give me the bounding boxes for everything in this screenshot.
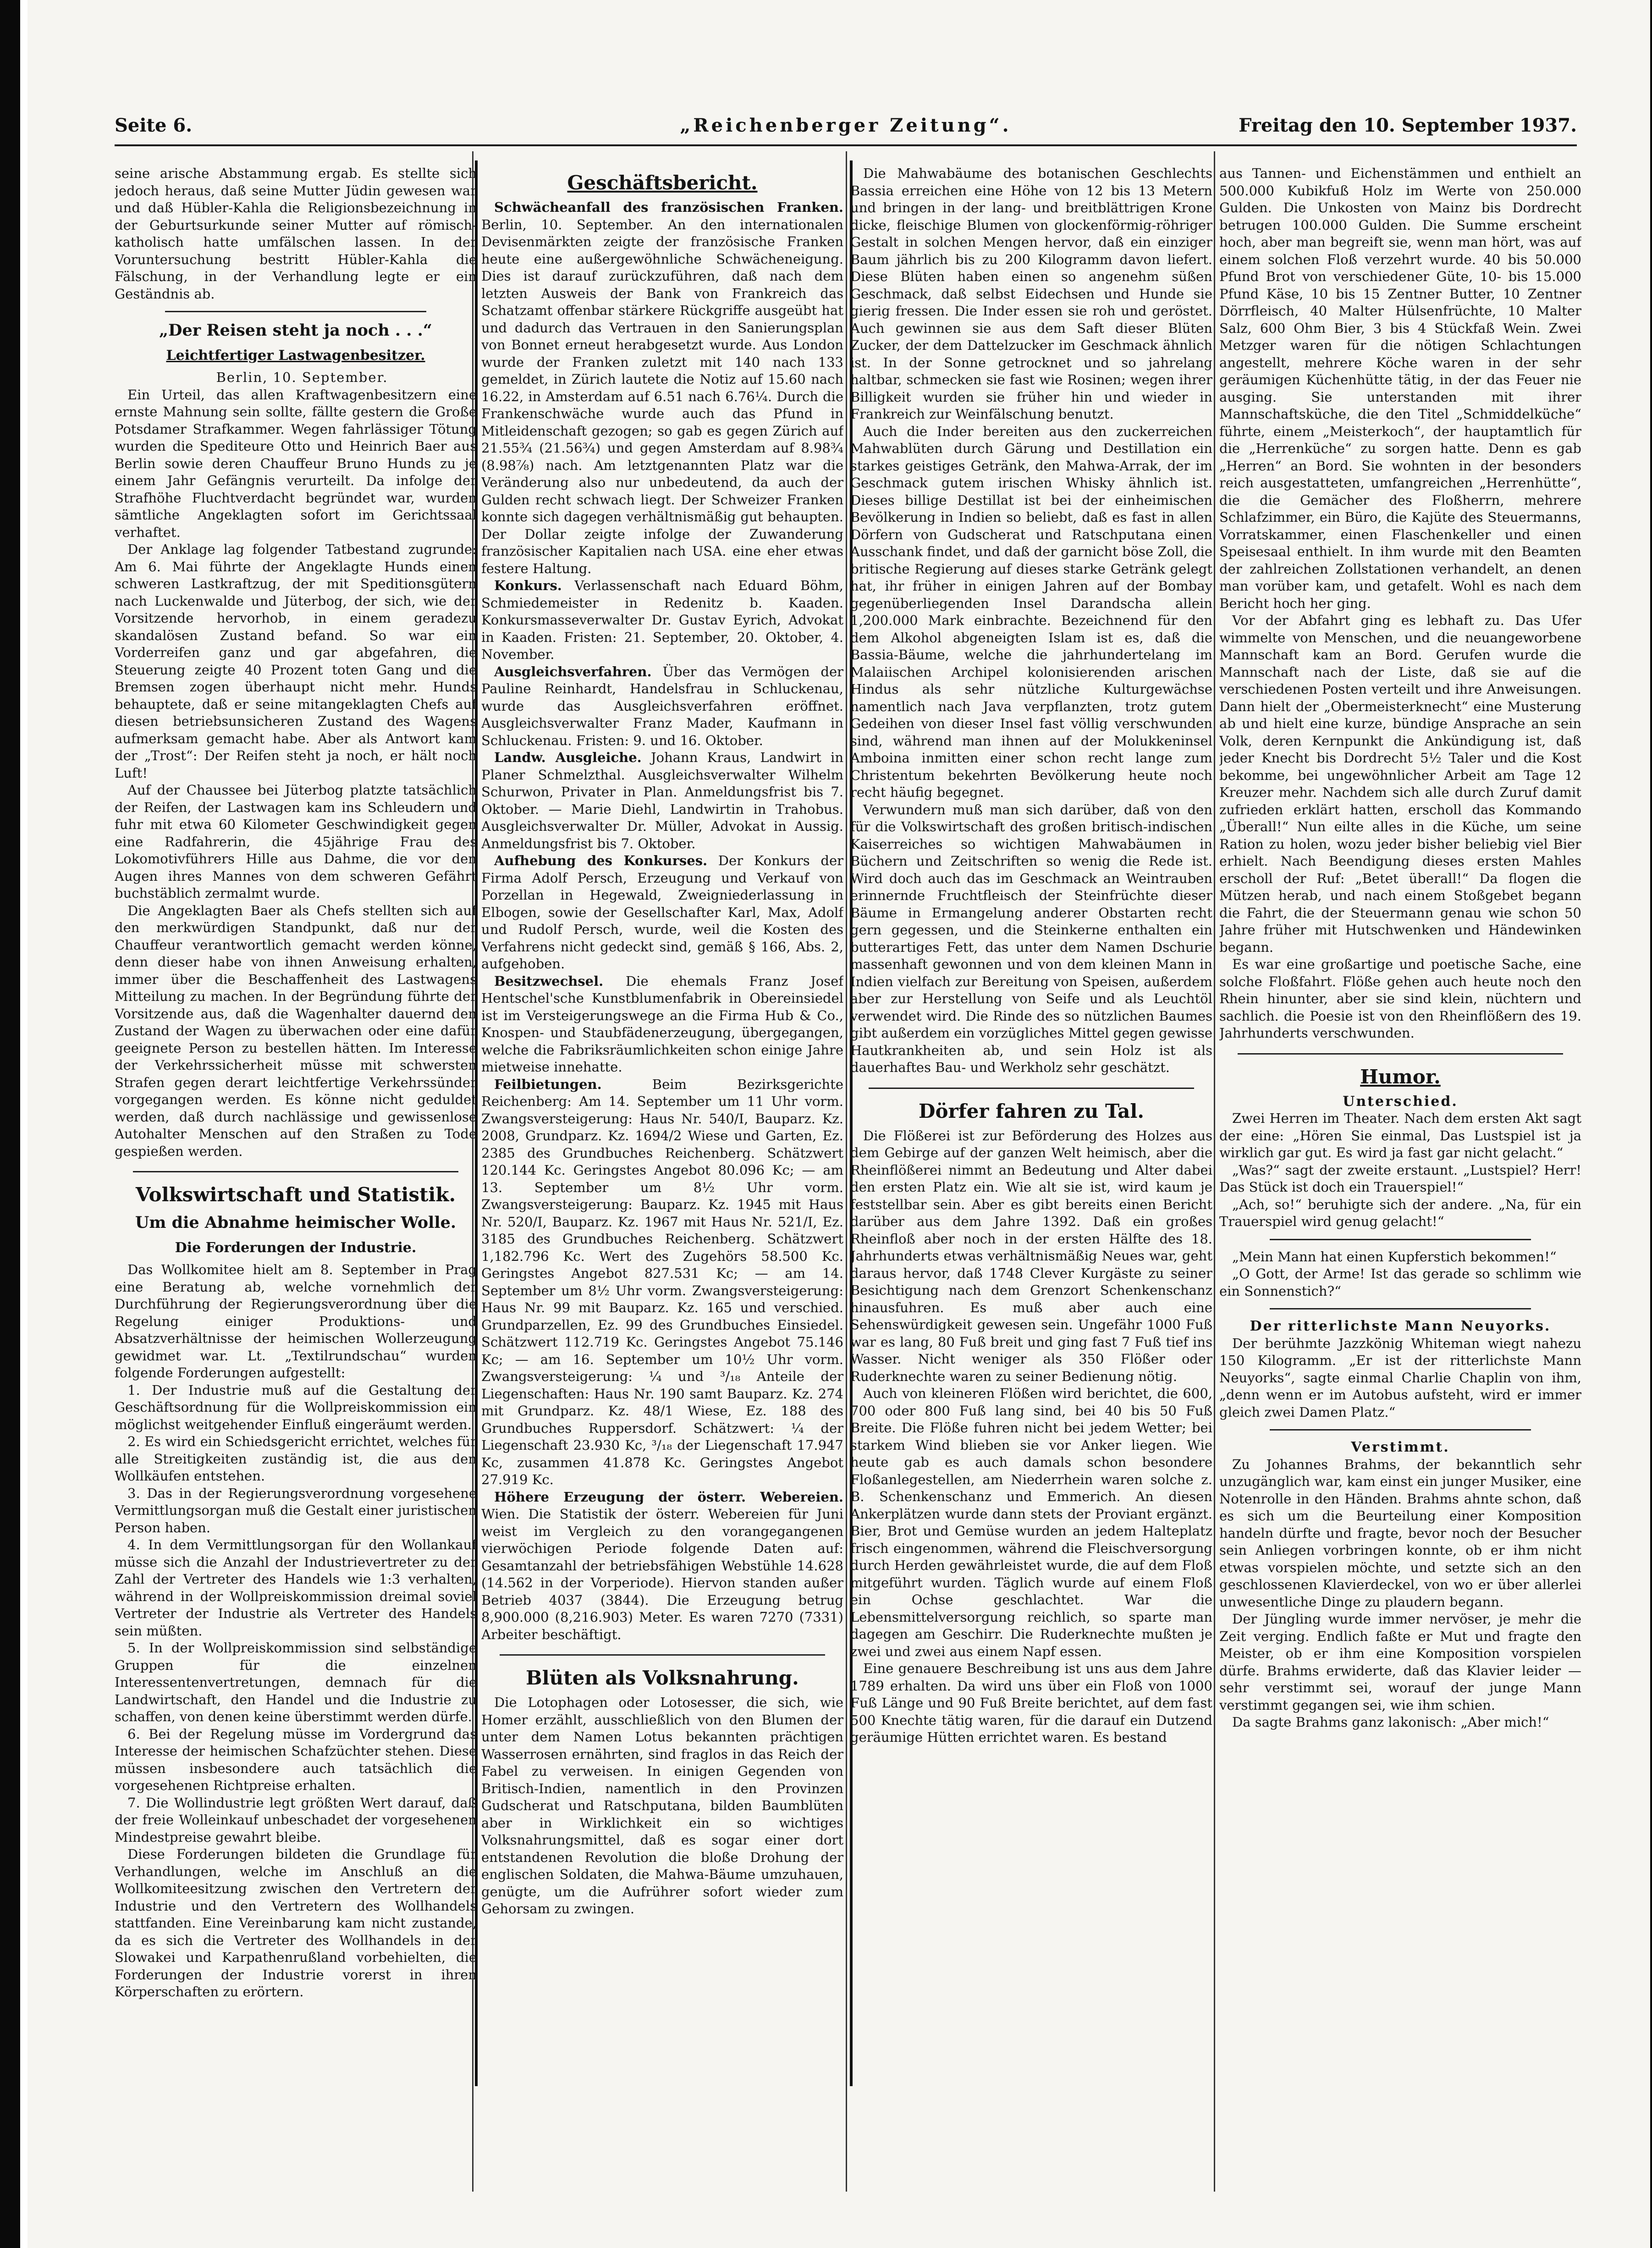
newspaper-title: „Reichenberger Zeitung“. bbox=[680, 115, 1012, 136]
item-heading: Aufhebung des Konkurses. bbox=[494, 853, 708, 868]
paragraph: Zwei Herren im Theater. Nach dem ersten Akt sagt der eine: „Hören Sie einmal, Das Lustspiel ist ja wirklich gar gut. Es wird ja fast gar nicht gelacht.“ bbox=[1219, 1110, 1581, 1160]
item-heading: Höhere Erzeugung der österr. Webereien. bbox=[494, 1489, 843, 1505]
section-title: Humor. bbox=[1360, 1065, 1441, 1088]
paragraph: Da sagte Brahms ganz lakonisch: „Aber mich!“ bbox=[1232, 1714, 1549, 1730]
separator bbox=[165, 311, 426, 312]
paragraph: 2. Es wird ein Schiedsgericht errichtet, welches für alle Streitigkeiten zuständig ist, die aus den Wollkäufen entstehen. bbox=[115, 1434, 477, 1484]
paragraph: Eine genauere Beschreibung ist uns aus dem Jahre 1789 erhalten. Da wird uns über ein Floß von 1000 Fuß Länge und 90 Fuß Breite berichtet, auf dem fast 500 Knechte tätig waren, für die darauf ein Dutzend geräumige Hütten errichtet waren. Es bestand bbox=[850, 1661, 1212, 1745]
joke-title: Verstimmt. bbox=[1351, 1439, 1450, 1455]
item-text: Verlassenschaft nach Eduard Böhm, Schmiedemeister in Redenitz b. Kaaden. Konkursmasseverwalter Dr. Gustav Eyrich, Advokat in Kaaden. Fristen: 21. September, 20. Oktober, 4. November. bbox=[481, 578, 843, 662]
item-text: Berlin, 10. September. An den internationalen Devisenmärkten zeigte der französische Franken heute eine außergewöhnliche Schwächeneigung. Dies ist darauf zurückzuführen, daß nach dem letzten Ausweis der Bank von Frankreich das Schatzamt offenbar stärkere Rückgriffe ausgeübt hat und dadurch das Vertrauen in den Sanierungsplan von Bonnet erneut herabgesetzt wurde. Aus London wurde der Franken zuletzt mit 140 nach 133 gemeldet, in Zürich lautete die Notiz auf 15.60 nach 16.22, in Amsterdam auf 6.51 nach 6.76¼. Durch die Frankenschwäche wurde auch das Pfund in Mitleidenschaft gezogen; so gab es gegen Zürich auf 21.55¾ (21.56¾) und gegen Amsterdam auf 8.98¾ (8.98⅞) nach. Am letztgenannten Platz war die Veränderung also nur unbedeutend, da auch der Gulden recht schwach liegt. Der Schweizer Franken konnte sich dagegen verhältnismäßig gut behaupten. Der Dollar zeigte infolge der Zuwanderung französischer Kapitalien nach USA. eine eher etwas festere Haltung. bbox=[481, 216, 843, 576]
header-rule bbox=[115, 144, 1577, 146]
paragraph: seine arische Abstammung ergab. Es stellte sich jedoch heraus, daß seine Mutter Jüdin gewesen war und daß Hübler-Kahla die Religionsbezeichnung in der Geburtsurkunde seiner Mutter auf römisch-katholisch hatte umfälschen lassen. In der Voruntersuchung bestritt Hübler-Kahla die Fälschung, in der Verhandlung legte er ein Geständnis ab. bbox=[115, 166, 477, 302]
article-title: „Der Reisen steht ja noch . . .“ bbox=[159, 321, 432, 340]
column-divider-3 bbox=[1214, 151, 1215, 2192]
paragraph: Es war eine großartige und poetische Sache, eine solche Floßfahrt. Flöße gehen auch heute noch den Rhein hinunter, aber sie sind klein, nüchtern und sachlich. die Poesie ist von den Rheinflößern des 19. Jahrhunderts verschwunden. bbox=[1219, 956, 1581, 1041]
joke-title: Der ritterlichste Mann Neuyorks. bbox=[1250, 1318, 1551, 1334]
article-subtitle: Leichtfertiger Lastwagenbesitzer. bbox=[166, 348, 425, 364]
paragraph: Vor der Abfahrt ging es lebhaft zu. Das Ufer wimmelte von Menschen, und die neuangeworbene Mannschaft kam an Bord. Gerufen wurde die Mannschaft nach der Liste, daß sie auf die verschiedenen Posten verteilt und ihre Anweisungen. Dann hielt der „Obermeisterknecht“ eine Musterung ab und hielt eine kurze, bündige Ansprache an sein Volk, deren Kernpunkt die Ankündigung ist, daß jeder Knecht bis Dordrecht 5½ Taler und die Kost bekomme, bei ungewöhnlicher Arbeit am Tage 12 Kreuzer mehr. Nachdem sich alle durch Zuruf damit zufrieden erklärt hatten, erscholl das Kommando „Überall!“ Nun eilte alles in die Küche, um seine Ration zu holen, wozu jeder bisher beliebig viel Bier erhielt. Nach Beendigung dieses ersten Mahles erscholl der Ruf: „Betet überall!“ Da flogen die Mützen herab, und nach einem Stoßgebet begann die Fahrt, die der Steuermann genau wie schon 50 Jahre früher mit Hutschwenken und Händewinken begann. bbox=[1219, 613, 1581, 955]
paragraph: 3. Das in der Regierungsverordnung vorgesehene Vermittlungsorgan muß die Gestalt einer juristischen Person haben. bbox=[115, 1485, 477, 1535]
paragraph: 6. Bei der Regelung müsse im Vordergrund das Interesse der heimischen Schafzüchter stehen. Diese müssen insbesondere auch tatsächlich die vorgesehenen Richtpreise erhalten. bbox=[115, 1726, 477, 1793]
page-number: Seite 6. bbox=[115, 115, 193, 136]
paragraph: Auch die Inder bereiten aus den zuckerreichen Mahwablüten durch Gärung und Destillation ein starkes geistiges Getränk, den Mahwa-Arrak, der im Geschmack gutem irischen Whisky ähnlich ist. Dieses billige Destillat ist bei der einheimischen Bevölkerung in Indien so beliebt, daß es fast in allen Dörfern von Gudscherat und Ratschputana einen Ausschank findet, und daß der garnicht böse Zoll, die britische Regierung auf dieses starke Getränk gelegt hat, ihr früher in einigen Jahren auf der Bombay gegenüberliegenden Insel Darandscha allein 1,200.000 Mark einbrachte. Bezeichnend für den dem Alkohol abgeneigten Islam ist es, daß die Bassia-Bäume, welche die jahrhundertelang im Malaiischen Archipel kolonisierenden arischen Hindus als sehr nützliche Kulturgewächse namentlich nach Java verpflanzten, trotz gutem Gedeihen von dieser Insel fast völlig verschwunden sind, während man ihnen auf der Molukkeninsel Amboina inmitten einer schon recht lange zum Christentum bekehrten Bevölkerung heute noch recht häufig begegnet. bbox=[850, 423, 1212, 800]
joke-title: Unterschied. bbox=[1343, 1093, 1458, 1110]
paragraph: Die Angeklagten Baer als Chefs stellten sich auf den merkwürdigen Standpunkt, daß nur der Chauffeur verantwortlich gemacht werden könne, denn dieser habe von ihnen Anweisung erhalten, immer über die Beschaffenheit des Lastwagens Mitteilung zu machen. In der Begründung führte der Vorsitzende aus, daß die Wagenhalter dauernd den Zustand der Wagen zu überwachen oder eine dafür geeignete Person zu bestellen hätten. Im Interesse der Verkehrssicherheit müsse mit schwersten Strafen gegen derart leichtfertige Verkehrssünder vorgegangen werden. Es könne nicht geduldet werden, daß durch nachlässige und gewissenlose Autohalter Menschen auf den Straßen zu Tode gespießen werden. bbox=[115, 902, 477, 1159]
separator bbox=[133, 1171, 458, 1172]
article-title: Blüten als Volksnahrung. bbox=[526, 1667, 799, 1689]
paragraph: Diese Forderungen bildeten die Grundlage für Verhandlungen, welche im Anschluß an die Wollkomiteesitzung zwischen den Vertretern der Industrie und den Vertretern des Wollhandels stattfanden. Eine Vereinbarung kam nicht zustande, da es sich die Vertreter des Wollhandels in der Slowakei und Karpathenrußland vorbehielten, die Forderungen der Industrie vorerst in ihren Körperschaften zu erörtern. bbox=[115, 1846, 477, 1999]
paragraph: Ein Urteil, das allen Kraftwagenbesitzern eine ernste Mahnung sein sollte, fällte gestern die Große Potsdamer Strafkammer. Wegen fahrlässiger Tötung wurden die Spediteure Otto und Heinrich Baer aus Berlin sowie deren Chauffeur Bruno Hunds zu je einem Jahr Gefängnis verurteilt. Da infolge der Strafhöhe Fluchtverdacht begründet war, wurden sämtliche Angeklagten sofort im Gerichtssaal verhaftet. bbox=[115, 387, 477, 540]
separator bbox=[1270, 1429, 1531, 1431]
paragraph: Die Flößerei ist zur Beförderung des Holzes aus dem Gebirge auf der ganzen Welt heimisch, aber die Rheinflößerei nimmt an Bedeutung und Alter dabei den ersten Platz ein. Wie alt sie ist, wird kaum je feststellbar sein. Aber es gibt bereits einen Bericht darüber aus dem Jahre 1392. Daß ein großes Rheinfloß aber noch in der ersten Hälfte des 18. Jahrhunderts etwas verhältnismäßig Neues war, geht daraus hervor, daß 1748 Clever Kurgäste zu seiner Besichtigung nach dem Grenzort Schenkenschanz hinausfuhren. Es muß aber auch eine Sehenswürdigkeit gewesen sein. Ungefähr 1000 Fuß war es lang, 80 Fuß breit und ging fast 7 Fuß tief ins Wasser. Nicht weniger als 350 Flößer oder Ruderknechte waren zu seiner Bedienung nötig. bbox=[850, 1127, 1212, 1384]
paragraph: Der Jüngling wurde immer nervöser, je mehr die Zeit verging. Endlich faßte er Mut und fragte den Meister, ob er ihm eine Komposition vorspielen dürfe. Brahms erwiderte, daß das Klavier leider — sehr verstimmt sei, worauf der junge Mann verstimmt gegangen sei, wie ihm schien. bbox=[1219, 1611, 1581, 1713]
article-subtitle: Die Forderungen der Industrie. bbox=[175, 1240, 417, 1256]
paragraph: 7. Die Wollindustrie legt größten Wert darauf, daß der freie Wolleinkauf unbeschadet der vorgesehenen Mindestpreise gewahrt bleibe. bbox=[115, 1795, 477, 1845]
article-title: Um die Abnahme heimischer Wolle. bbox=[135, 1213, 457, 1232]
dateline: Berlin, 10. September. bbox=[216, 370, 388, 385]
item-text: Wien. Die Statistik der österr. Webereien für Juni weist im Vergleich zu den vorangegangenen vierwöchigen Periode folgende Daten auf: Gesamtanzahl der betriebsfähigen Webstühle 14.628 (14.562 in der Vorperiode). Hiervon standen außer Betrieb 4037 (3844). Die Erzeugung betrug 8,900.000 (8,216.903) Meter. Es waren 7270 (7331) Arbeiter beschäftigt. bbox=[481, 1506, 843, 1642]
paragraph: Zu Johannes Brahms, der bekanntlich sehr unzugänglich war, kam einst ein junger Musiker, eine Notenrolle in den Händen. Brahms ahnte schon, daß es sich um die Beurteilung einer Komposition handeln dürfte und fragte, bevor noch der Besucher sein Anliegen vorbringen konnte, ob er ihm nicht etwas vorspielen möchte, und setzte sich an den geschlossenen Klavierdeckel, von wo er über allerlei unwesentliche Dinge zu plaudern begann. bbox=[1219, 1456, 1581, 1610]
item-heading: Besitzwechsel. bbox=[494, 973, 604, 989]
item-heading: Landw. Ausgleiche. bbox=[494, 750, 642, 765]
paragraph: 4. In dem Vermittlungsorgan für den Wollankauf müsse sich die Anzahl der Industrievertreter zu der Zahl der Vertreter des Handels wie 1:3 verhalten, während in der Wollpreiskommission dreimal soviel Vertreter der Industrie als Vertreter des Handels sein müßten. bbox=[115, 1537, 477, 1639]
paragraph: Auch von kleineren Flößen wird berichtet, die 600, 700 oder 800 Fuß lang sind, bei 40 bis 50 Fuß Breite. Die Flöße fuhren nicht bei jedem Wetter; bei starkem Wind blieben sie vor Anker liegen. Wie heute gab es auch damals schon besondere Floßanlegestellen, am Niederrhein waren solche z. B. Schenkenschanz und Emmerich. An diesen Ankerplätzen wurde dann stets der Proviant ergänzt. Bier, Brot und Gemüse wurden an jedem Halteplatz frisch eingenommen, während die Fleischversorgung durch Herden gewährleistet wurde, die auf dem Floß mitgeführt wurden. Täglich wurde auf einem Floß ein Ochse geschlachtet. War die Lebensmittelversorgung reichlich, so sparte man dagegen am Geschirr. Die Ruderknechte mußten je zwei und zwei aus einem Napf essen. bbox=[850, 1386, 1212, 1659]
item-text: Die ehemals Franz Josef Hentschel'sche Kunstblumenfabrik in Obereinsiedel ist im Versteigerungswege an die Firma Hub & Co., Knospen- und Staubfädenerzeugung, übergegangen, welche die Fabriksräumlichkeiten schon einige Jahre mietweise innehatte. bbox=[481, 973, 843, 1075]
page-header bbox=[115, 115, 1577, 142]
paragraph: „O Gott, der Arme! Ist das gerade so schlimm wie ein Sonnenstich?“ bbox=[1219, 1266, 1581, 1299]
item-text: Über das Vermögen der Pauline Reinhardt, Handelsfrau in Schluckenau, wurde das Ausgleichsverfahren eröffnet. Ausgleichsverwalter Franz Mader, Kaufmann in Schluckenau. Fristen: 9. und 16. Oktober. bbox=[481, 663, 843, 748]
item-heading: Ausgleichsverfahren. bbox=[494, 663, 652, 679]
separator bbox=[1270, 1308, 1531, 1309]
paragraph: Das Wollkomitee hielt am 8. September in Prag eine Beratung ab, welche vornehmlich der Durchführung der Regierungsverordnung über die Regelung einiger Produktions- und Absatzverhältnisse der heimischen Wollerzeugung gewidmet war. Lt. „Textilrundschau“ wurden folgende Forderungen aufgestellt: bbox=[115, 1262, 477, 1381]
paragraph: Die Mahwabäume des botanischen Geschlechts Bassia erreichen eine Höhe von 12 bis 13 Metern und bringen in der lang- und breitblättrigen Krone dicke, fleischige Blumen von glockenförmig-röhriger Gestalt in solchen Mengen hervor, daß ein einziger Baum jährlich bis zu 200 Kilogramm davon liefert. Diese Blüten haben einen so angenehm süßen Geschmack, daß selbst Eidechsen und Hunde sie gierig fressen. Die Inder essen sie roh und geröstet. Auch gewinnen sie aus dem Saft dieser Blüten Zucker, der dem Dattelzucker im Geschmack ähnlich ist. In der Sonne getrocknet und so jahrelang haltbar, schmecken sie fast wie Rosinen; wegen ihrer Billigkeit wurden sie früher hin und wieder in Frankreich zur Weinfälschung benutzt. bbox=[850, 166, 1212, 422]
item-heading: Feilbietungen. bbox=[494, 1076, 602, 1092]
paragraph: „Ach, so!“ beruhigte sich der andere. „Na, für ein Trauerspiel wird genug gelacht!“ bbox=[1219, 1196, 1581, 1229]
column-3 bbox=[850, 165, 1212, 2196]
paragraph: Der berühmte Jazzkönig Whiteman wiegt nahezu 150 Kilogramm. „Er ist der ritterlichste Mann Neuyorks“, sagte einmal Charlie Chaplin von ihm, „denn wenn er im Autobus aufsteht, wird er immer gleich zwei Damen Platz.“ bbox=[1219, 1335, 1581, 1420]
article-title: Dörfer fahren zu Tal. bbox=[919, 1099, 1144, 1122]
item-heading: Konkurs. bbox=[494, 578, 562, 593]
paragraph: 5. In der Wollpreiskommission sind selbständige Gruppen für die einzelnen Interessentenvertretungen, demnach für die Landwirtschaft, den Handel und die Industrie zu schaffen, von denen keine überstimmt werden dürfe. bbox=[115, 1640, 477, 1724]
paragraph: aus Tannen- und Eichenstämmen und enthielt an 500.000 Kubikfuß Holz im Werte von 250.000 Gulden. Die Unkosten von Mainz bis Dordrecht betrugen 100.000 Gulden. Die Summe erscheint hoch, aber man begreift sie, wenn man hört, was auf einem solchen Floß verzehrt wurde. 40 bis 50.000 Pfund Brot von verschiedener Güte, 10- bis 15.000 Pfund Käse, 10 bis 15 Zentner Butter, 10 Zentner Dörrfleisch, 40 Malter Hülsenfrüchte, 10 Malter Salz, 600 Ohm Bier, 3 bis 4 Stückfaß Wein. Zwei Metzger waren für die nötigen Schlachtungen angestellt, mehrere Köche waren in der sehr geräumigen Küchenhütte tätig, in der das Feuer nie ausging. Sie unterstanden mit ihrer Mannschaftsküche, die den Titel „Schmiddelküche“ führte, einem „Meisterkoch“, der hauptamtlich für die „Herrenküche“ zu sorgen hatte. Denn es gab „Herren“ an Bord. Sie wohnten in der besonders reich ausgestatteten, umfangreichen „Herrenhütte“, die die Gemächer des Floßherrn, mehrere Schlafzimmer, ein Büro, die Kajüte des Steuermanns, Vorratskammer, einen Flaschenkeller und einen Speisesaal enthielt. In ihm wurde mit den Beamten der zahlreichen Zollstationen verhandelt, an denen man vorüber kam, und getafelt. Wohl es nach dem Bericht hoch her ging. bbox=[1219, 166, 1581, 611]
separator bbox=[500, 1654, 825, 1656]
separator bbox=[869, 1088, 1194, 1089]
separator bbox=[1238, 1053, 1563, 1055]
item-text: Johann Kraus, Landwirt in Planer Schmelzthal. Ausgleichsverwalter Wilhelm Schurwon, Privater in Plan. Anmeldungsfrist bis 7. Oktober. — Marie Diehl, Landwirtin in Trahobus. Ausgleichsverwalter Dr. Müller, Advokat in Aussig. Anmeldungsfrist bis 7. Oktober. bbox=[481, 750, 843, 851]
paragraph: 1. Der Industrie muß auf die Gestaltung der Geschäftsordnung für die Wollpreiskommission ein möglichst weitgehender Einfluß eingeräumt werden. bbox=[115, 1382, 477, 1432]
section-title: Volkswirtschaft und Statistik. bbox=[135, 1183, 456, 1206]
column-4 bbox=[1219, 165, 1581, 2196]
paragraph: Die Lotophagen oder Lotosesser, die sich, wie Homer erzählt, ausschließlich von den Blumen der unter dem Namen Lotus bekannten prächtigen Wasserrosen ernährten, sind fraglos in das Reich der Fabel zu verweisen. In einigen Gegenden von Britisch-Indien, namentlich in den Provinzen Gudscherat und Ratschputana, bilden Baumblüten aber in Wirklichkeit ein so wichtiges Volksnahrungsmittel, daß es sogar einer dort entstandenen Revolution die bloße Drohung der englischen Soldaten, die Mahwa-Bäume umzuhauen, genügte, um die Aufrührer sofort wieder zum Gehorsam zu zwingen. bbox=[481, 1695, 843, 1917]
section-title: Geschäftsbericht. bbox=[567, 171, 758, 194]
paragraph: „Was?“ sagt der zweite erstaunt. „Lustspiel? Herr! Das Stück ist doch ein Trauerspiel!“ bbox=[1219, 1162, 1581, 1195]
paragraph: Verwundern muß man sich darüber, daß von den für die Volkswirtschaft des großen britisch-indischen Kaiserreiches so wichtigen Mahwabäumen in Büchern und Zeitschriften so wenig die Rede ist. Wird doch auch das im Geschmack an Weintrauben erinnernde Fruchtfleisch der Steinfrüchte dieser Bäume in Ermangelung anderer Obstarten recht gern gegessen, und die Steinkerne enthalten ein butterartiges Fett, das unter dem Namen Dschurie massenhaft gewonnen und von dem kleinen Mann in Indien vielfach zur Bereitung von Speisen, außerdem aber zur Herstellung von Seife und als Leuchtöl verwendet wird. Die Rinde des so nützlichen Baumes gibt außerdem ein vorzügliches Mittel gegen gewisse Hautkrankheiten ab, und sein Holz ist als dauerhaftes Bau- und Werkholz sehr geschätzt. bbox=[850, 801, 1212, 1075]
paragraph: Auf der Chaussee bei Jüterbog platzte tatsächlich der Reifen, der Lastwagen kam ins Schleudern und fuhr mit etwa 60 Kilometer Geschwindigkeit gegen eine Radfahrerin, die 45jährige Frau des Lokomotivführers Hille aus Dahme, die vor den Augen ihres Mannes von dem schweren Gefährt buchstäblich zermalmt wurde. bbox=[115, 782, 477, 901]
item-text: Der Konkurs der Firma Adolf Persch, Erzeugung und Verkauf von Porzellan in Hegewald, Zweigniederlassung in Elbogen, sowie der Gesellschafter Karl, Max, Adolf und Rudolf Persch, wurde, weil die Kosten des Verfahrens nicht gedeckt sind, gemäß § 166, Abs. 2, aufgehoben. bbox=[481, 853, 843, 972]
separator bbox=[1270, 1239, 1531, 1240]
column-2 bbox=[481, 165, 843, 2196]
issue-date: Freitag den 10. September 1937. bbox=[1239, 115, 1577, 136]
paragraph: Der Anklage lag folgender Tatbestand zugrunde: Am 6. Mai führte der Angeklagte Hunds einen schweren Lastkraftzug, der mit Speditionsgütern nach Luckenwalde und Jüterbog, der sich, wie der Vorsitzende hervorhob, in einem geradezu skandalösen Zustand befand. So war ein Vorderreifen ganz und gar abgefahren, die Steuerung zeigte 40 Prozent toten Gang und die Bremsen zogen überhaupt nicht mehr. Hunds behauptete, daß er seine mitangeklagten Chefs auf diesen betriebsunsicheren Zustand des Wagens aufmerksam gemacht habe. Aber als Antwort kam der „Trost“: Der Reifen steht ja noch, er hält noch Luft! bbox=[115, 541, 477, 781]
paragraph: „Mein Mann hat einen Kupferstich bekommen!“ bbox=[1232, 1248, 1557, 1265]
column-1 bbox=[115, 165, 477, 2196]
item-text: Beim Bezirksgerichte Reichenberg: Am 14. September um 11 Uhr vorm. Zwangsversteigerung: Haus Nr. 540/I, Bauparz. Kz. 2008, Grundparz. Kz. 1694/2 Wiese und Garten, Ez. 2385 des Grundbuches Reichenberg. Schätzwert 120.144 Kc. Geringstes Angebot 80.096 Kc; — am 13. September um 8½ Uhr vorm. Zwangsversteigerung: Bauparz. Kz. 1945 mit Haus Nr. 520/I, Bauparz. Kz. 1967 mit Haus Nr. 521/I, Ez. 3185 des Grundbuches Reichenberg. Schätzwert 1,182.796 Kc. Wert des Zugehörs 58.500 Kc. Geringstes Angebot 827.531 Kc; — am 14. September um 8½ Uhr vorm. Zwangsversteigerung: Haus Nr. 99 mit Bauparz. Kz. 165 und verschied. Grundparzellen, Ez. 99 des Grundbuches Einsiedel. Schätzwert 112.719 Kc. Geringstes Angebot 75.146 Kc; — am 16. September um 10½ Uhr vorm. Zwangsversteigerung: ¼ und ³/₁₈ Anteile der Liegenschaften: Haus Nr. 190 samt Bauparz. Kz. 274 mit Grundparz. Kz. 48/1 Wiese, Ez. 188 des Grundbuches Ruppersdorf. Schätzwert: ¼ der Liegenschaft 23.930 Kc, ³/₁₈ der Liegenschaft 17.947 Kc, zusammen 41.878 Kc. Geringstes Angebot 27.919 Kc. bbox=[481, 1076, 843, 1487]
item-heading: Schwächeanfall des französischen Franken. bbox=[494, 199, 843, 215]
scan-border-left bbox=[0, 0, 20, 2248]
